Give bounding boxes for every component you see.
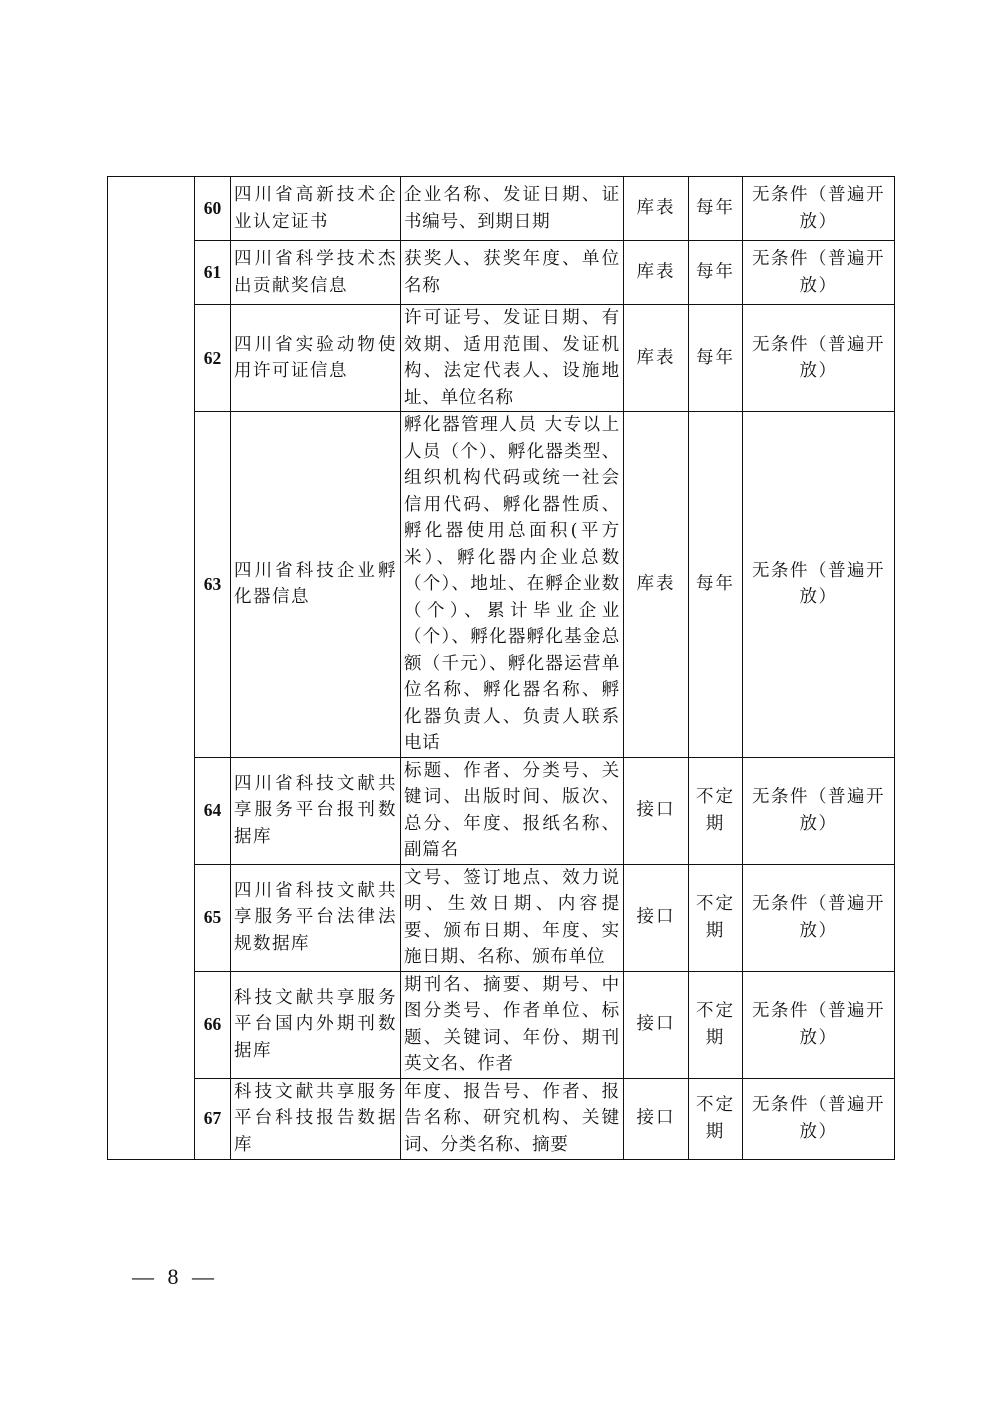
update-frequency: 每年 [689, 305, 743, 412]
dataset-fields: 企业名称、发证日期、证书编号、到期日期 [401, 177, 624, 241]
open-condition: 无条件（普遍开放） [743, 971, 895, 1078]
dataset-name: 四川省实验动物使用许可证信息 [231, 305, 401, 412]
open-condition: 无条件（普遍开放） [743, 1078, 895, 1159]
share-method: 库表 [624, 241, 689, 305]
share-method: 接口 [624, 1078, 689, 1159]
row-number: 65 [195, 864, 231, 971]
share-method: 库表 [624, 305, 689, 412]
table-row [108, 412, 895, 758]
table-row [108, 971, 895, 1078]
row-number: 63 [195, 412, 231, 758]
dataset-name: 四川省科技文献共享服务平台报刊数据库 [231, 757, 401, 864]
dataset-fields: 期刊名、摘要、期号、中图分类号、作者单位、标题、关键词、年份、期刊英文名、作者 [401, 971, 624, 1078]
category-cell [108, 177, 195, 1160]
update-frequency: 不定期 [689, 971, 743, 1078]
open-condition: 无条件（普遍开放） [743, 241, 895, 305]
dataset-fields: 孵化器管理人员 大专以上人员（个）、孵化器类型、组织机构代码或统一社会信用代码、孵化器性质、孵化器使用总面积(平方米）、孵化器内企业总数（个）、地址、在孵企业数（个）、累计毕业企业（个）、孵化器孵化基金总额（千元）、孵化器运营单位名称、孵化器名称、孵化器负责人、负责人联系电话 [401, 412, 624, 758]
update-frequency: 不定期 [689, 864, 743, 971]
update-frequency: 每年 [689, 241, 743, 305]
row-number: 60 [195, 177, 231, 241]
open-condition: 无条件（普遍开放） [743, 757, 895, 864]
table-row [108, 241, 895, 305]
open-condition: 无条件（普遍开放） [743, 177, 895, 241]
open-condition: 无条件（普遍开放） [743, 864, 895, 971]
dataset-fields: 许可证号、发证日期、有效期、适用范围、发证机构、法定代表人、设施地址、单位名称 [401, 305, 624, 412]
dataset-name: 四川省科学技术杰出贡献奖信息 [231, 241, 401, 305]
data-catalog-table [107, 176, 895, 1160]
dataset-fields: 标题、作者、分类号、关键词、出版时间、版次、总分、年度、报纸名称、副篇名 [401, 757, 624, 864]
row-number: 62 [195, 305, 231, 412]
row-number: 61 [195, 241, 231, 305]
update-frequency: 不定期 [689, 757, 743, 864]
share-method: 库表 [624, 412, 689, 758]
dataset-name: 科技文献共享服务平台国内外期刊数据库 [231, 971, 401, 1078]
table-row [108, 1078, 895, 1159]
dataset-name: 科技文献共享服务平台科技报告数据库 [231, 1078, 401, 1159]
update-frequency: 每年 [689, 412, 743, 758]
share-method: 库表 [624, 177, 689, 241]
open-condition: 无条件（普遍开放） [743, 412, 895, 758]
dataset-fields: 年度、报告号、作者、报告名称、研究机构、关键词、分类名称、摘要 [401, 1078, 624, 1159]
page-number: — 8 — [132, 1264, 218, 1289]
dataset-fields: 文号、签订地点、效力说明、生效日期、内容提要、颁布日期、年度、实施日期、名称、颁布单位 [401, 864, 624, 971]
update-frequency: 不定期 [689, 1078, 743, 1159]
row-number: 64 [195, 757, 231, 864]
table-row [108, 864, 895, 971]
dataset-name: 四川省科技文献共享服务平台法律法规数据库 [231, 864, 401, 971]
dataset-name: 四川省科技企业孵化器信息 [231, 412, 401, 758]
table-row [108, 305, 895, 412]
row-number: 67 [195, 1078, 231, 1159]
table-row [108, 177, 895, 241]
share-method: 接口 [624, 757, 689, 864]
row-number: 66 [195, 971, 231, 1078]
share-method: 接口 [624, 971, 689, 1078]
table-row [108, 757, 895, 864]
dataset-fields: 获奖人、获奖年度、单位名称 [401, 241, 624, 305]
update-frequency: 每年 [689, 177, 743, 241]
open-condition: 无条件（普遍开放） [743, 305, 895, 412]
dataset-name: 四川省高新技术企业认定证书 [231, 177, 401, 241]
share-method: 接口 [624, 864, 689, 971]
